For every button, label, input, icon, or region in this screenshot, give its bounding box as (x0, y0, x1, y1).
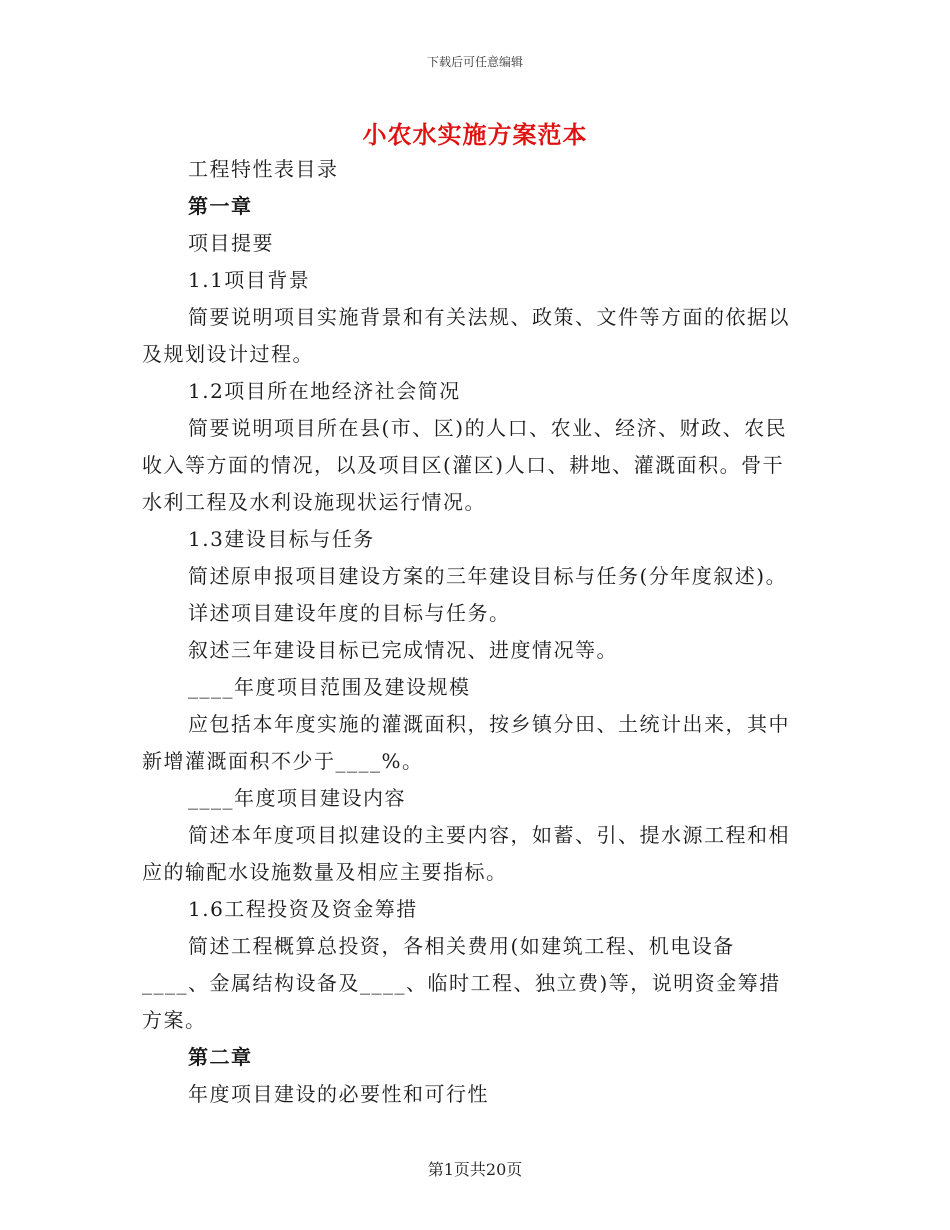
chapter-heading: 第二章 (188, 1045, 253, 1069)
subsection-heading: 1.1项目背景 (188, 268, 311, 292)
subsection-heading: ____年度项目建设内容 (188, 786, 406, 810)
subsection-heading: 1.6工程投资及资金筹措 (188, 897, 418, 921)
subsection-heading: ____年度项目范围及建设规模 (188, 675, 471, 699)
document-body (142, 151, 802, 1113)
subsection-heading: 1.3建设目标与任务 (188, 527, 375, 551)
body-paragraph: 应包括本年度实施的灌溉面积，按乡镇分田、土统计出来，其中新增灌溉面积不少于____%。 (142, 712, 790, 773)
body-paragraph: 简要说明项目实施背景和有关法规、政策、文件等方面的依据以及规划设计过程。 (142, 305, 790, 366)
toc-heading: 工程特性表目录 (188, 157, 339, 181)
page-footer: 第1页共20页 (427, 1160, 523, 1179)
document-title: 小农水实施方案范本 (362, 120, 588, 149)
subsection-heading: 1.2项目所在地经济社会简况 (188, 379, 461, 403)
body-paragraph: 简要说明项目所在县(市、区)的人口、农业、经济、财政、农民收入等方面的情况，以及项目区(灌区)人口、耕地、灌溉面积。骨干水利工程及水利设施现状运行情况。 (142, 416, 788, 514)
page-header: 下载后可任意编辑 (426, 55, 523, 69)
body-paragraph: 简述本年度项目拟建设的主要内容，如蓄、引、提水源工程和相应的输配水设施数量及相应主要指标。 (142, 823, 790, 884)
body-paragraph: 详述项目建设年度的目标与任务。 (188, 601, 511, 625)
section-heading: 项目提要 (188, 231, 274, 255)
body-paragraph: 简述原申报项目建设方案的三年建设目标与任务(分年度叙述)。 (188, 564, 788, 588)
chapter-heading: 第一章 (188, 194, 253, 218)
section-heading: 年度项目建设的必要性和可行性 (188, 1082, 489, 1106)
body-paragraph: 叙述三年建设目标已完成情况、进度情况等。 (188, 638, 618, 662)
body-paragraph: 简述工程概算总投资，各相关费用(如建筑工程、机电设备____、金属结构设备及____、临时工程、独立费)等，说明资金筹措方案。 (142, 934, 781, 1032)
